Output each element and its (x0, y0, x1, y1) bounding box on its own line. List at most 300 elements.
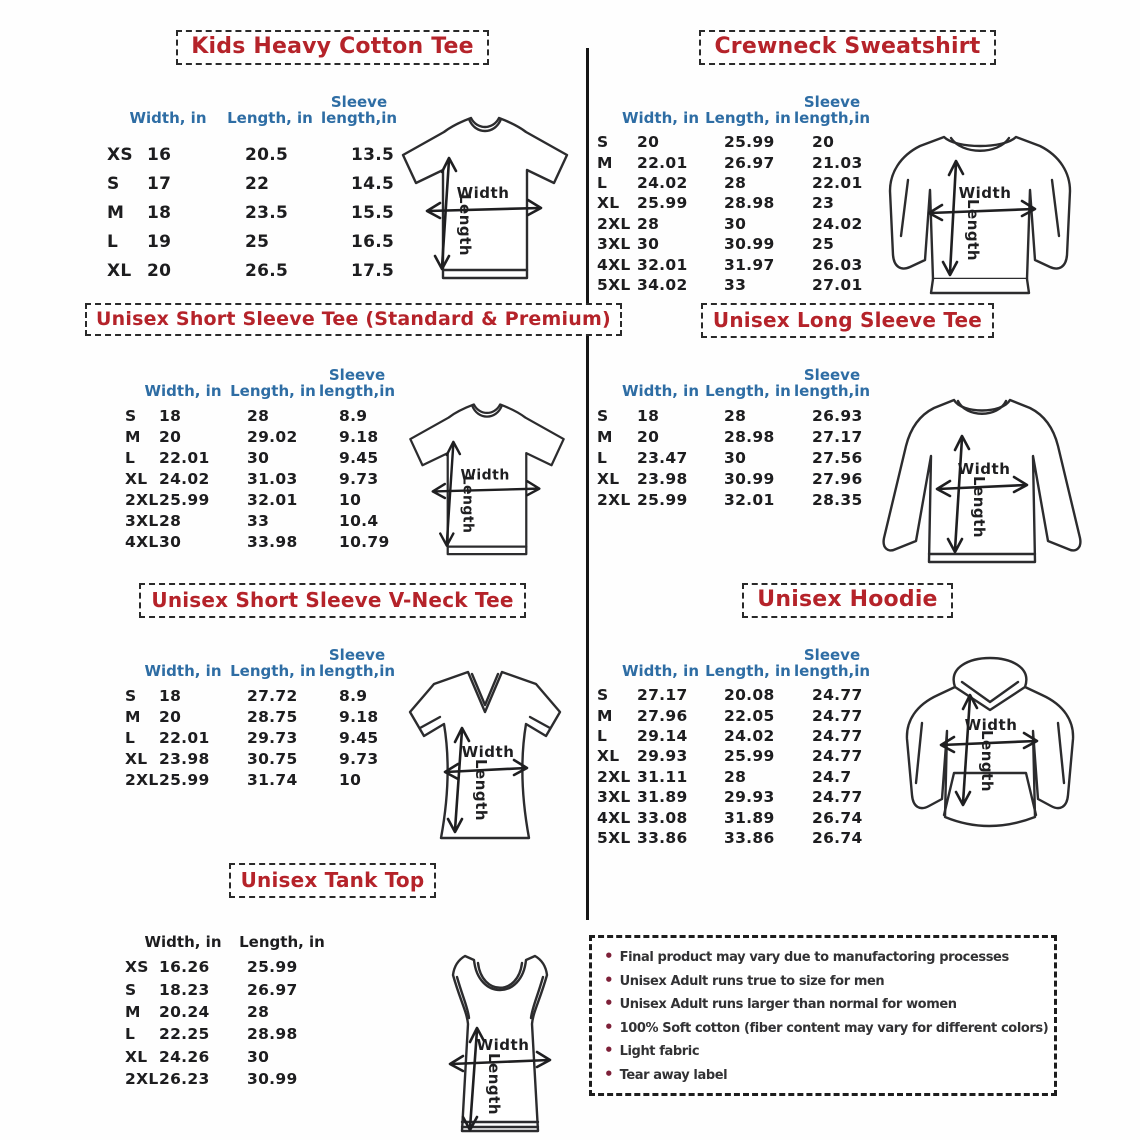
col-header-sleeve: Sleeve length,in (318, 365, 396, 400)
cell-size: 3XL (597, 235, 631, 254)
cell-width: 23.98 (159, 749, 210, 768)
cell-sleeve: 9.18 (339, 427, 379, 446)
cell-size: S (597, 133, 609, 152)
cell-size: 5XL (597, 828, 631, 847)
cell-sleeve: 24.7 (812, 767, 852, 786)
cell-length: 27.72 (247, 686, 298, 705)
cell-size: S (597, 686, 609, 705)
width-label: Width (957, 460, 1011, 478)
cell-length: 30 (247, 1047, 270, 1066)
hoodie-illustration (878, 653, 1103, 853)
table-row (593, 405, 888, 426)
table-row (121, 468, 411, 489)
sweatshirt-illustration (868, 118, 1092, 303)
cell-size: L (125, 728, 136, 747)
table-body (121, 405, 411, 552)
cell-width: 28 (637, 214, 660, 233)
cell-length: 30 (247, 448, 270, 467)
table-body (121, 956, 353, 1090)
note-text: 100% Soft cotton (fiber content may vary for different colors) (619, 1020, 1049, 1036)
table-row (121, 1001, 353, 1023)
cell-size: L (125, 448, 136, 467)
cell-length: 30 (724, 214, 747, 233)
table-row (121, 510, 411, 531)
cell-length: 28.75 (247, 707, 298, 726)
cell-sleeve: 24.77 (812, 788, 863, 807)
col-header-length: Length, in (227, 108, 313, 127)
cell-width: 16 (147, 144, 172, 165)
cell-length: 23.5 (245, 202, 289, 223)
cell-size: L (597, 448, 608, 467)
col-header-length: Length, in (705, 661, 791, 680)
cell-size: XL (125, 469, 148, 488)
size-table (121, 920, 353, 1090)
cell-length: 30.99 (247, 1070, 298, 1089)
bullet-icon: • (604, 947, 614, 965)
cell-length: 26.97 (724, 153, 775, 172)
cell-sleeve: 10 (339, 770, 362, 789)
cell-sleeve: 24.02 (812, 214, 863, 233)
table-row (121, 706, 411, 727)
table-row (121, 1046, 353, 1068)
cell-length: 28 (724, 173, 747, 192)
length-label: Length (964, 199, 982, 261)
cell-length: 20.5 (245, 144, 289, 165)
cell-length: 20.08 (724, 686, 775, 705)
section-title: Unisex Tank Top (229, 863, 437, 898)
cell-size: L (107, 231, 119, 252)
size-table (593, 635, 888, 848)
tshirt-illustration (398, 397, 576, 570)
table-row (593, 705, 888, 725)
cell-width: 25.99 (637, 490, 688, 509)
cell-width: 18 (159, 406, 182, 425)
cell-width: 29.14 (637, 726, 688, 745)
cell-sleeve: 26.03 (812, 255, 863, 274)
cell-sleeve: 25 (812, 235, 835, 254)
cell-sleeve: 24.77 (812, 706, 863, 725)
table-header-row (593, 635, 888, 679)
cell-size: 4XL (597, 255, 631, 274)
note-item (604, 1063, 1044, 1087)
table-row (593, 152, 888, 172)
col-header-length: Length, in (239, 932, 325, 951)
table-body (121, 685, 411, 790)
note-text: Unisex Adult runs true to size for men (619, 973, 885, 989)
column-divider (586, 48, 589, 920)
table-row (593, 685, 888, 705)
cell-length: 22.05 (724, 706, 775, 725)
table-body (593, 132, 888, 295)
cell-width: 30 (637, 235, 660, 254)
cell-size: 2XL (597, 214, 631, 233)
cell-width: 20 (147, 260, 172, 281)
cell-size: S (597, 406, 609, 425)
section-title-wrap (85, 30, 580, 65)
bullet-icon: • (604, 1017, 614, 1036)
table-row (121, 1023, 353, 1045)
length-label: Length (970, 476, 988, 538)
col-header-width: Width, in (144, 661, 222, 680)
cell-width: 34.02 (637, 275, 688, 294)
cell-width: 22.25 (159, 1025, 210, 1044)
cell-sleeve: 9.45 (339, 728, 379, 747)
cell-sleeve: 24.77 (812, 686, 863, 705)
cell-width: 25.99 (159, 490, 210, 509)
cell-length: 28 (247, 406, 270, 425)
cell-size: L (597, 173, 608, 192)
table-row (103, 256, 419, 285)
cell-width: 18 (147, 202, 172, 223)
cell-sleeve: 28.35 (812, 490, 863, 509)
cell-length: 31.89 (724, 808, 775, 827)
col-header-sleeve: Sleeve length,in (793, 92, 871, 127)
length-label: Length (472, 759, 490, 821)
table-row (121, 978, 353, 1000)
col-header-sleeve: Sleeve length,in (793, 365, 871, 400)
cell-sleeve: 26.74 (812, 828, 863, 847)
cell-sleeve: 27.17 (812, 427, 863, 446)
cell-sleeve: 23 (812, 194, 835, 213)
cell-width: 24.26 (159, 1047, 210, 1066)
table-header-row (121, 635, 411, 679)
col-header-length: Length, in (705, 381, 791, 400)
cell-length: 22 (245, 173, 270, 194)
cell-sleeve: 24.77 (812, 747, 863, 766)
cell-sleeve: 15.5 (351, 202, 395, 223)
cell-sleeve: 8.9 (339, 406, 368, 425)
size-table (121, 355, 411, 552)
cell-size: 2XL (597, 490, 631, 509)
cell-width: 20 (637, 427, 660, 446)
cell-width: 18 (159, 686, 182, 705)
col-header-width: Width, in (144, 932, 222, 951)
cell-width: 24.02 (637, 173, 688, 192)
cell-length: 28 (724, 767, 747, 786)
cell-width: 31.11 (637, 767, 688, 786)
cell-size: 4XL (125, 532, 159, 551)
cell-size: S (125, 980, 137, 999)
cell-length: 25 (245, 231, 270, 252)
cell-length: 32.01 (247, 490, 298, 509)
table-row (593, 489, 888, 510)
cell-sleeve: 9.73 (339, 749, 379, 768)
cell-size: M (597, 153, 613, 172)
col-header-length: Length, in (705, 108, 791, 127)
table-row (593, 275, 888, 295)
cell-width: 20 (159, 707, 182, 726)
cell-size: 2XL (125, 1070, 159, 1089)
table-row (121, 426, 411, 447)
cell-length: 26.97 (247, 980, 298, 999)
cell-size: 3XL (125, 511, 159, 530)
cell-width: 27.96 (637, 706, 688, 725)
cell-sleeve: 17.5 (351, 260, 395, 281)
cell-sleeve: 22.01 (812, 173, 863, 192)
table-header-row (103, 82, 419, 126)
cell-size: XL (125, 749, 148, 768)
cell-length: 31.74 (247, 770, 298, 789)
cell-width: 28 (159, 511, 182, 530)
section-title: Unisex Hoodie (742, 583, 952, 618)
section-unisex-long-sleeve-tee (595, 303, 1100, 573)
table-row (593, 767, 888, 787)
cell-sleeve: 27.96 (812, 469, 863, 488)
table-body (103, 140, 419, 285)
cell-sleeve: 8.9 (339, 686, 368, 705)
cell-length: 33.98 (247, 532, 298, 551)
bullet-icon: • (604, 1041, 614, 1059)
cell-size: XL (597, 194, 620, 213)
table-body (593, 405, 888, 510)
cell-size: XL (107, 260, 132, 281)
cell-size: XS (125, 958, 149, 977)
cell-width: 20.24 (159, 1002, 210, 1021)
size-table (593, 355, 888, 510)
table-row (593, 254, 888, 274)
bullet-icon: • (604, 970, 614, 989)
cell-size: L (597, 726, 608, 745)
table-row (593, 726, 888, 746)
length-label: Length (978, 730, 996, 792)
note-text: Light fabric (619, 1044, 700, 1059)
cell-sleeve: 27.56 (812, 448, 863, 467)
table-row (593, 426, 888, 447)
cell-length: 30.99 (724, 235, 775, 254)
table-row (593, 807, 888, 827)
cell-size: XL (597, 747, 620, 766)
cell-size: M (597, 427, 613, 446)
note-text: Tear away label (619, 1067, 728, 1083)
table-body (593, 685, 888, 848)
table-header-row (593, 355, 888, 399)
width-label: Width (964, 716, 1018, 734)
cell-size: XL (597, 469, 620, 488)
width-label: Width (461, 743, 515, 761)
cell-size: 2XL (597, 767, 631, 786)
cell-sleeve: 16.5 (351, 231, 395, 252)
notes-box (589, 935, 1057, 1096)
cell-width: 27.17 (637, 686, 688, 705)
width-label: Width (476, 1036, 530, 1054)
cell-length: 25.99 (724, 133, 775, 152)
section-title-wrap (85, 863, 580, 898)
cell-size: S (107, 173, 120, 194)
section-title: Unisex Short Sleeve Tee (Standard & Premium) (85, 303, 622, 336)
cell-size: 5XL (597, 275, 631, 294)
cell-sleeve: 9.45 (339, 448, 379, 467)
table-row (593, 828, 888, 848)
cell-length: 31.97 (724, 255, 775, 274)
cell-width: 23.98 (637, 469, 688, 488)
section-title: Kids Heavy Cotton Tee (176, 30, 488, 65)
cell-width: 22.01 (637, 153, 688, 172)
note-item (604, 969, 1044, 993)
cell-length: 33.86 (724, 828, 775, 847)
table-row (593, 173, 888, 193)
note-item (604, 992, 1044, 1016)
cell-sleeve: 27.01 (812, 275, 863, 294)
cell-width: 25.99 (159, 770, 210, 789)
col-header-sleeve: Sleeve length,in (318, 645, 396, 680)
section-title: Unisex Short Sleeve V-Neck Tee (139, 583, 525, 618)
col-header-width: Width, in (129, 108, 207, 127)
col-header-width: Width, in (144, 381, 222, 400)
col-header-sleeve: Sleeve length,in (793, 645, 871, 680)
note-item (604, 1016, 1049, 1040)
cell-size: XL (125, 1047, 148, 1066)
length-label: Length (459, 475, 476, 534)
table-row (593, 193, 888, 213)
cell-size: S (125, 406, 137, 425)
table-row (593, 214, 888, 234)
cell-sleeve: 10.79 (339, 532, 390, 551)
long-sleeve-tee-illustration (862, 392, 1102, 577)
cell-size: 2XL (125, 490, 159, 509)
cell-width: 30 (159, 532, 182, 551)
cell-width: 22.01 (159, 448, 210, 467)
table-row (103, 140, 419, 169)
cell-sleeve: 14.5 (351, 173, 395, 194)
table-row (593, 468, 888, 489)
col-header-width: Width, in (621, 108, 699, 127)
cell-length: 26.5 (245, 260, 289, 281)
table-row (593, 746, 888, 766)
cell-width: 24.02 (159, 469, 210, 488)
cell-width: 33.08 (637, 808, 688, 827)
width-label: Width (456, 184, 510, 202)
section-unisex-hoodie (595, 583, 1100, 863)
note-item (604, 1039, 1044, 1063)
cell-width: 23.47 (637, 448, 688, 467)
table-row (593, 447, 888, 468)
cell-size: M (125, 707, 141, 726)
length-label: Length (485, 1053, 503, 1115)
section-title-wrap (595, 30, 1100, 65)
width-label: Width (958, 184, 1012, 202)
table-header-row (121, 355, 411, 399)
cell-size: XS (107, 144, 133, 165)
cell-sleeve: 10 (339, 490, 362, 509)
col-header-length: Length, in (230, 381, 316, 400)
table-row (121, 489, 411, 510)
table-row (121, 447, 411, 468)
cell-width: 31.89 (637, 788, 688, 807)
size-table (121, 635, 411, 790)
cell-width: 25.99 (637, 194, 688, 213)
section-unisex-v-neck-tee (85, 583, 580, 853)
cell-width: 18.23 (159, 980, 210, 999)
bullet-icon: • (604, 1064, 614, 1083)
size-table (103, 82, 419, 285)
table-row (121, 727, 411, 748)
cell-width: 20 (159, 427, 182, 446)
col-header-width: Width, in (621, 661, 699, 680)
cell-size: S (125, 686, 137, 705)
col-header-width: Width, in (621, 381, 699, 400)
tank-top-illustration (421, 948, 579, 1138)
table-row (121, 1068, 353, 1090)
cell-sleeve: 20 (812, 133, 835, 152)
cell-width: 33.86 (637, 828, 688, 847)
table-row (121, 748, 411, 769)
section-title-wrap (595, 583, 1100, 618)
table-header-row (593, 82, 888, 126)
cell-sleeve: 21.03 (812, 153, 863, 172)
cell-length: 31.03 (247, 469, 298, 488)
cell-width: 26.23 (159, 1070, 210, 1089)
cell-width: 16.26 (159, 958, 210, 977)
cell-width: 17 (147, 173, 172, 194)
cell-sleeve: 9.18 (339, 707, 379, 726)
cell-length: 32.01 (724, 490, 775, 509)
cell-length: 28.98 (724, 194, 775, 213)
cell-size: M (125, 427, 141, 446)
cell-width: 19 (147, 231, 172, 252)
cell-sleeve: 26.93 (812, 406, 863, 425)
width-label: Width (460, 467, 510, 484)
cell-length: 25.99 (724, 747, 775, 766)
cell-length: 30.75 (247, 749, 298, 768)
section-unisex-short-sleeve-tee (85, 303, 611, 573)
section-crewneck-sweatshirt (595, 30, 1100, 298)
table-row (593, 132, 888, 152)
section-title-wrap (85, 303, 611, 336)
section-kids-heavy-cotton-tee (85, 30, 580, 298)
cell-length: 29.93 (724, 788, 775, 807)
cell-length: 28 (724, 406, 747, 425)
cell-length: 28.98 (724, 427, 775, 446)
bullet-icon: • (604, 994, 614, 1012)
tshirt-illustration (390, 110, 580, 295)
length-label: Length (456, 194, 474, 256)
cell-length: 28 (247, 1002, 270, 1021)
section-title: Unisex Long Sleeve Tee (701, 303, 994, 338)
cell-size: M (107, 202, 125, 223)
cell-sleeve: 24.77 (812, 726, 863, 745)
table-row (593, 234, 888, 254)
cell-width: 20 (637, 133, 660, 152)
note-text: Final product may vary due to manufactoring processes (619, 950, 1009, 965)
note-text: Unisex Adult runs larger than normal for women (619, 997, 957, 1012)
cell-width: 22.01 (159, 728, 210, 747)
col-header-sleeve: Sleeve length,in (320, 92, 398, 127)
section-title-wrap (595, 303, 1100, 338)
cell-sleeve: 13.5 (351, 144, 395, 165)
table-row (103, 227, 419, 256)
cell-width: 32.01 (637, 255, 688, 274)
table-row (121, 956, 353, 978)
hem-band (931, 279, 1029, 293)
table-header-row (121, 920, 353, 950)
table-row (593, 787, 888, 807)
cell-length: 25.99 (247, 958, 298, 977)
cell-sleeve: 9.73 (339, 469, 379, 488)
section-title-wrap (85, 583, 580, 618)
cell-sleeve: 10.4 (339, 511, 379, 530)
cell-size: L (125, 1025, 136, 1044)
cell-sleeve: 26.74 (812, 808, 863, 827)
cell-length: 30 (724, 448, 747, 467)
cell-size: M (125, 1002, 141, 1021)
cell-length: 29.02 (247, 427, 298, 446)
cell-size: 3XL (597, 788, 631, 807)
section-unisex-tank-top (85, 863, 580, 1138)
section-title: Crewneck Sweatshirt (699, 30, 995, 65)
table-row (121, 405, 411, 426)
col-header-length: Length, in (230, 661, 316, 680)
cell-length: 28.98 (247, 1025, 298, 1044)
